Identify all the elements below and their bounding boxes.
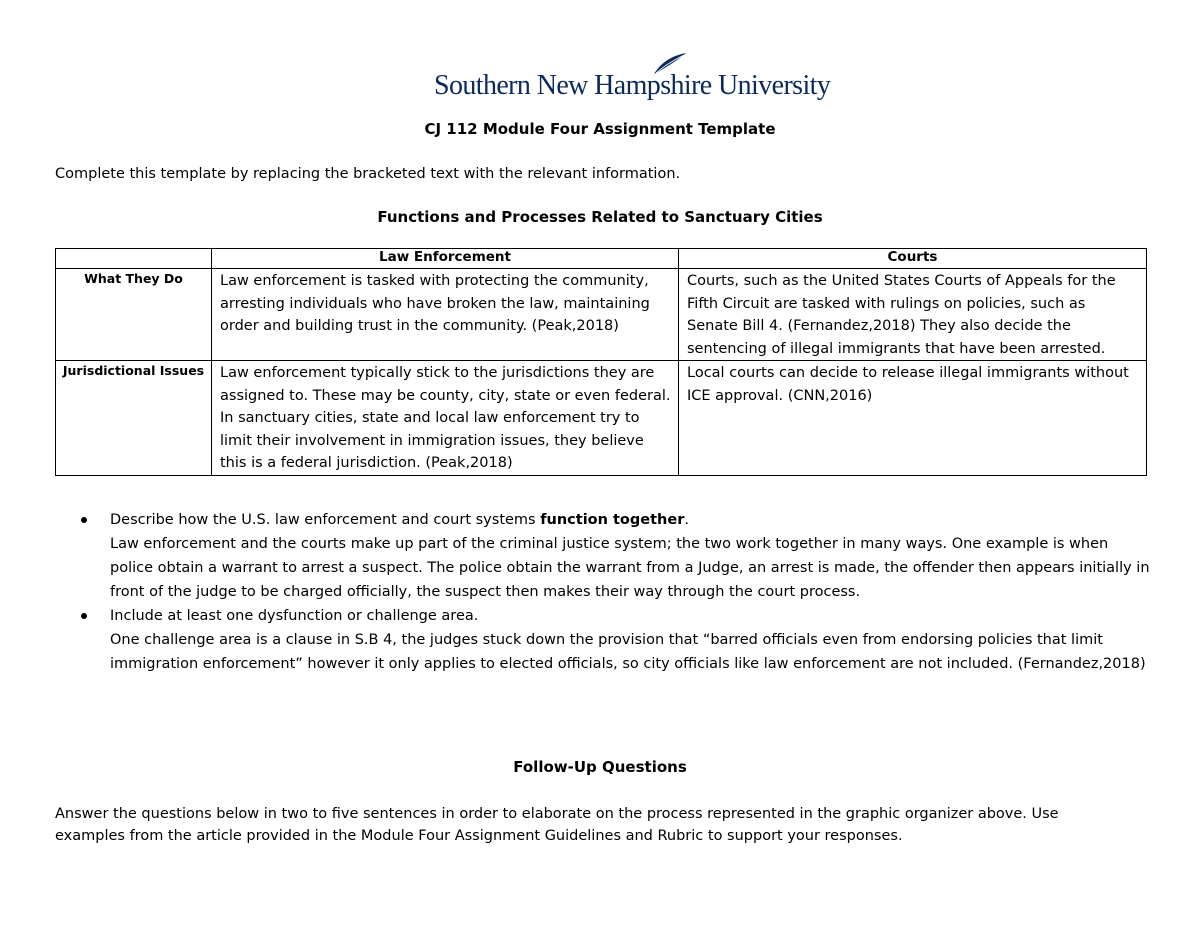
organizer-table bbox=[55, 248, 1147, 476]
followup-instructions: Answer the questions below in two to five sentences in order to elaborate on the process represented in the graphic organizer above. Use examples from the article provided in the Module Four Assignment Guidelines and Rubric to support your responses. bbox=[55, 806, 1059, 844]
followup-title: Follow-Up Questions bbox=[513, 758, 687, 776]
feather-icon bbox=[652, 52, 688, 76]
table-header-row bbox=[56, 249, 1147, 269]
section-title: Functions and Processes Related to Sanctuary Cities bbox=[377, 208, 823, 226]
bullet-list bbox=[75, 508, 1155, 676]
intro-text: Complete this template by replacing the bracketed text with the relevant information. bbox=[55, 166, 681, 182]
cell-courts-what: Courts, such as the United States Courts of Appeals for the Fifth Circuit are tasked with rulings on policies, such as Senate Bill 4. (Fernandez,2018) They also decide the sentencing of illegal immigrants that have been arrested. bbox=[679, 269, 1147, 361]
row-header-what-they-do: What They Do bbox=[56, 269, 212, 361]
university-name: Southern New Hampshire University bbox=[434, 70, 831, 101]
list-item bbox=[75, 604, 1155, 676]
cell-law-enforcement-jurisdiction: Law enforcement typically stick to the jurisdictions they are assigned to. These may be county, city, state or even federal. In sanctuary cities, state and local law enforcement try to limit their involvement in immigration issues, they believe this is a federal jurisdiction. (Peak,2018) bbox=[212, 361, 679, 476]
row-header-jurisdictional-issues: Jurisdictional Issues bbox=[56, 361, 212, 476]
column-header-courts: Courts bbox=[679, 249, 1147, 269]
university-logo bbox=[434, 52, 831, 108]
bullet-answer: One challenge area is a clause in S.B 4, the judges stuck down the provision that “barred officials even from endorsing policies that limit immigration enforcement” however it only applies to elected officials, so city officials like law enforcement are not included. (Fernandez,2018) bbox=[110, 632, 1146, 672]
bullet-prompt: Include at least one dysfunction or challenge area. bbox=[110, 608, 479, 624]
table-row bbox=[56, 269, 1147, 361]
bullet-prompt: Describe how the U.S. law enforcement and court systems function together. bbox=[110, 512, 689, 528]
column-header-law-enforcement: Law Enforcement bbox=[212, 249, 679, 269]
cell-courts-jurisdiction: Local courts can decide to release illegal immigrants without ICE approval. (CNN,2016) bbox=[679, 361, 1147, 476]
bullet-icon bbox=[81, 613, 87, 619]
bullet-answer: Law enforcement and the courts make up part of the criminal justice system; the two work together in many ways. One example is when police obtain a warrant to arrest a suspect. The police obtain the warrant from a Judge, an arrest is made, the offender then appears initially in front of the judge to be charged officially, the suspect then makes their way through the court process. bbox=[110, 536, 1150, 600]
bullet-prompt-bold: function together bbox=[540, 512, 685, 528]
table-row bbox=[56, 361, 1147, 476]
cell-law-enforcement-what: Law enforcement is tasked with protecting the community, arresting individuals who have broken the law, maintaining order and building trust in the community. (Peak,2018) bbox=[212, 269, 679, 361]
list-item bbox=[75, 508, 1155, 604]
document-title: CJ 112 Module Four Assignment Template bbox=[424, 120, 776, 138]
column-header-blank bbox=[56, 249, 212, 269]
bullet-icon bbox=[81, 517, 87, 523]
